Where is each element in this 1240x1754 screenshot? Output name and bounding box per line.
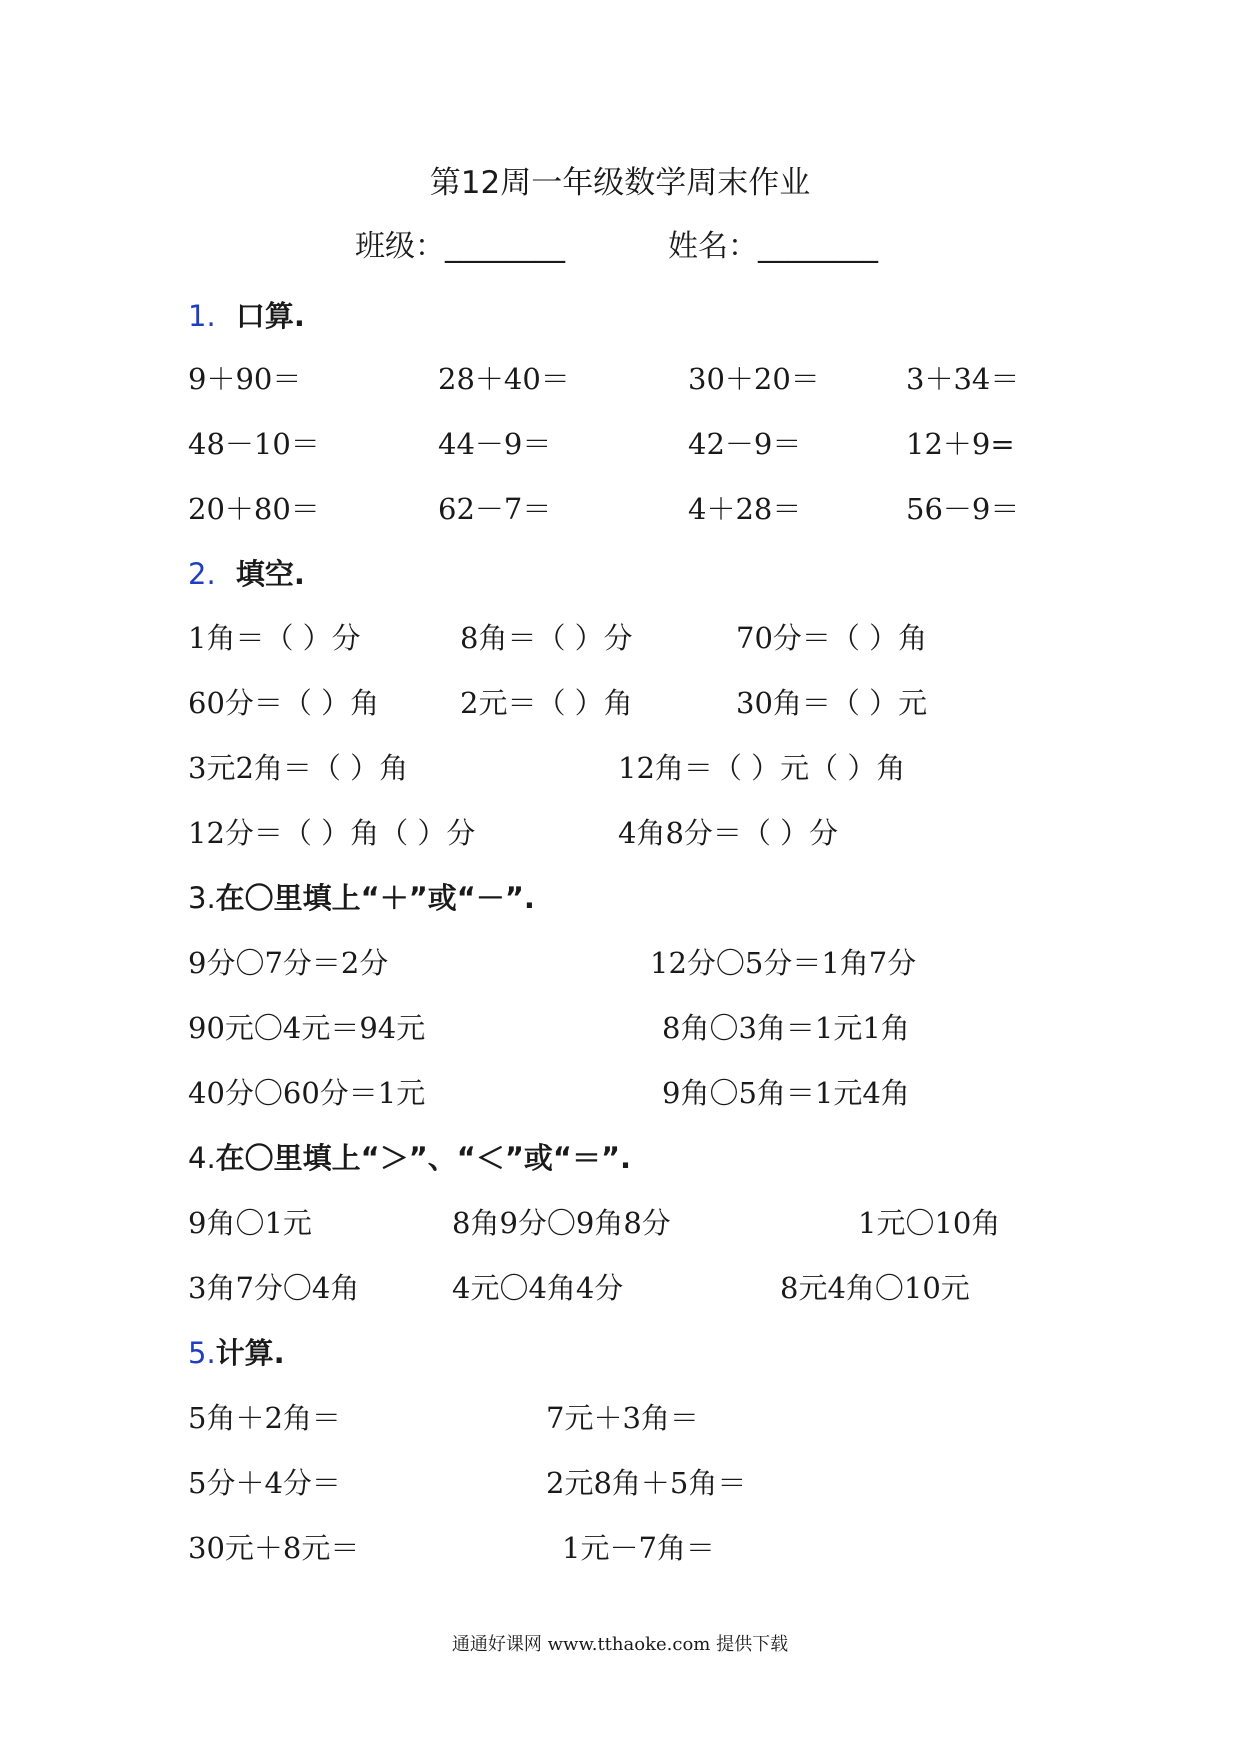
problem: 8元4角〇10元 <box>780 1271 970 1305</box>
section-number: 1. <box>188 299 216 333</box>
problem: 90元〇4元＝94元 <box>188 1011 426 1045</box>
section-2-heading <box>188 557 305 591</box>
problem: 7元＋3角＝ <box>546 1401 699 1435</box>
problem: 1元〇10角 <box>858 1206 1001 1240</box>
problem: 4＋28＝ <box>688 492 802 526</box>
page-title: 第12周一年级数学周末作业 <box>429 165 811 201</box>
problem: 4角8分＝（ ）分 <box>618 816 839 850</box>
section-3-heading <box>188 881 535 915</box>
problem: 8角＝（ ）分 <box>460 621 633 655</box>
class-field-label: 班级：________ <box>355 229 565 264</box>
problem: 3元2角＝（ ）角 <box>188 751 409 785</box>
problem: 12角＝（ ）元（ ）角 <box>618 751 906 785</box>
section-5-heading <box>188 1336 285 1370</box>
section-title: 在〇里填上“＋”或“－”. <box>215 881 535 915</box>
problem: 30元＋8元＝ <box>188 1531 360 1565</box>
problem: 8角〇3角＝1元1角 <box>662 1011 910 1045</box>
section-title: 口算. <box>235 299 305 333</box>
problem: 12分＝（ ）角（ ）分 <box>188 816 476 850</box>
section-title: 在〇里填上“＞”、“＜”或“＝”. <box>215 1141 632 1175</box>
problem: 1角＝（ ）分 <box>188 621 361 655</box>
section-title: 计算. <box>215 1336 285 1370</box>
footer-credit: 通通好课网 www.tthaoke.com 提供下载 <box>451 1634 789 1655</box>
problem: 5分＋4分＝ <box>188 1466 341 1500</box>
problem: 44－9＝ <box>438 427 552 461</box>
section-title: 填空. <box>235 557 305 591</box>
problem: 30角＝（ ）元 <box>736 686 928 720</box>
section-number: 4. <box>188 1141 216 1175</box>
problem: 4元〇4角4分 <box>452 1271 624 1305</box>
section-4-heading <box>188 1141 632 1175</box>
problem: 9分〇7分＝2分 <box>188 946 389 980</box>
problem: 42－9＝ <box>688 427 802 461</box>
problem: 20＋80＝ <box>188 492 320 526</box>
section-number: 5. <box>188 1336 216 1370</box>
problem: 12＋9= <box>906 427 1015 461</box>
problem: 8角9分〇9角8分 <box>452 1206 671 1240</box>
section-number: 3. <box>188 881 216 915</box>
problem: 30＋20＝ <box>688 362 820 396</box>
problem: 48－10＝ <box>188 427 320 461</box>
problem: 9角〇1元 <box>188 1206 312 1240</box>
problem: 5角＋2角＝ <box>188 1401 341 1435</box>
problem: 9＋90＝ <box>188 362 302 396</box>
problem: 40分〇60分＝1元 <box>188 1076 426 1110</box>
problem: 3＋34＝ <box>906 362 1020 396</box>
section-number: 2. <box>188 557 216 591</box>
problem: 2元＝（ ）角 <box>460 686 633 720</box>
problem: 70分＝（ ）角 <box>736 621 928 655</box>
problem: 62－7＝ <box>438 492 552 526</box>
problem: 28＋40＝ <box>438 362 570 396</box>
section-1-heading <box>188 299 305 333</box>
name-field-label: 姓名：________ <box>668 229 878 264</box>
problem: 9角〇5角＝1元4角 <box>662 1076 910 1110</box>
problem: 2元8角＋5角＝ <box>546 1466 747 1500</box>
problem: 60分＝（ ）角 <box>188 686 380 720</box>
problem: 1元－7角＝ <box>562 1531 715 1565</box>
problem: 3角7分〇4角 <box>188 1271 360 1305</box>
problem: 56－9＝ <box>906 492 1020 526</box>
problem: 12分〇5分＝1角7分 <box>650 946 917 980</box>
